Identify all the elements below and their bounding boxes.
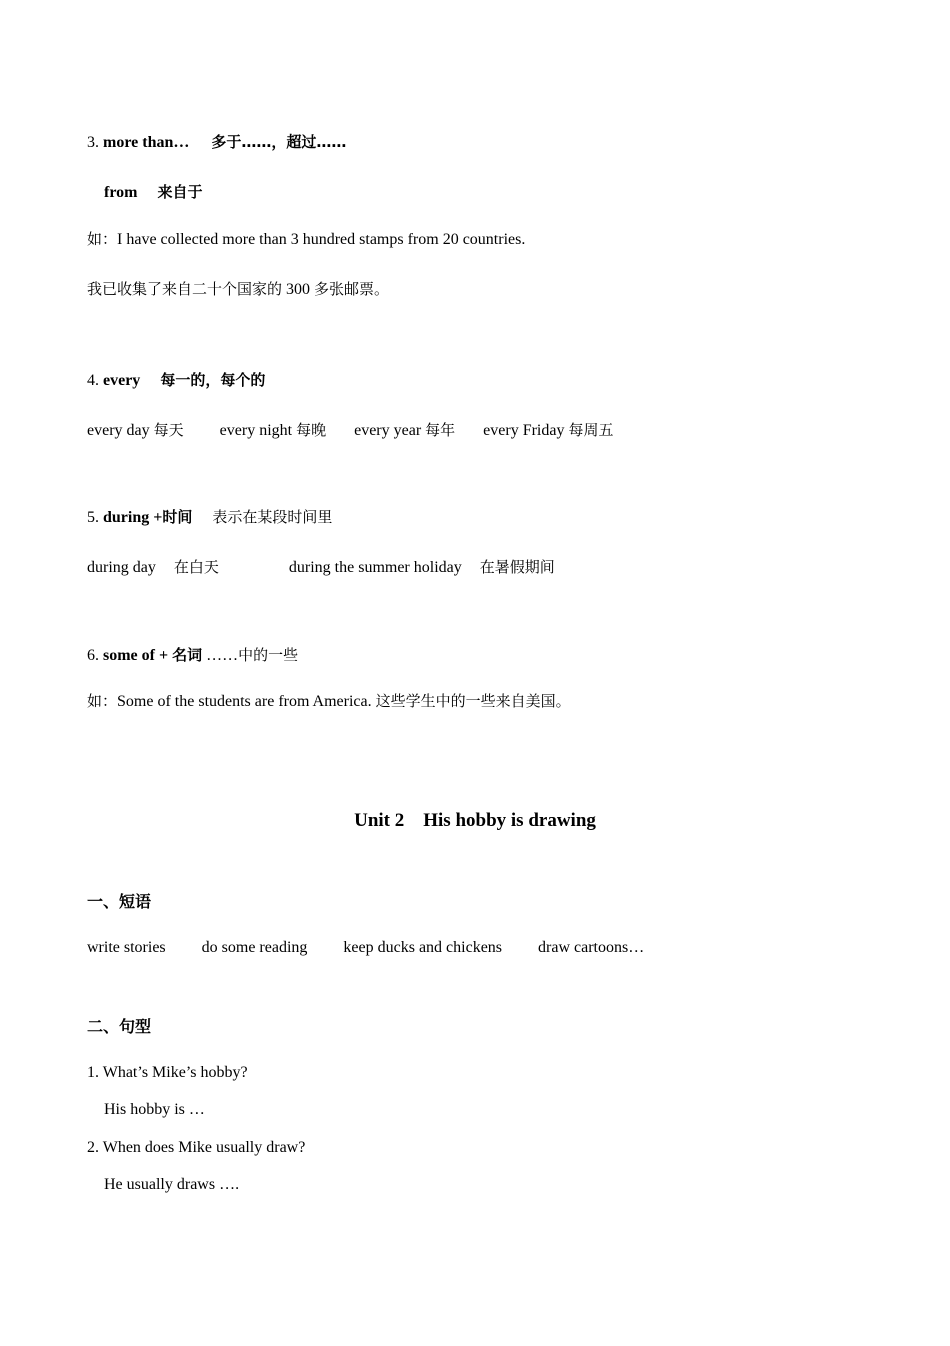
item-5-line	[87, 507, 332, 528]
item-4-number: 4.	[87, 372, 99, 389]
phrase-en: every year	[354, 422, 422, 439]
phrase-en: every Friday	[483, 422, 565, 439]
item-6-meaning: 中的一些	[238, 646, 299, 664]
item-3-sub-term: from	[104, 184, 138, 201]
item-3-term: more than…	[103, 134, 190, 151]
item-3-example	[87, 229, 525, 250]
item-5-phrases	[87, 557, 555, 578]
item-4-term: every	[103, 372, 141, 389]
item-3-number: 3.	[87, 134, 99, 151]
phrase-cn: 每晚	[296, 421, 327, 439]
sentence-answer: He usually draws ….	[104, 1176, 240, 1193]
item-4-phrases	[87, 420, 614, 441]
item-3-sub-line	[104, 182, 202, 203]
item-3-sub-meaning: 来自于	[157, 183, 203, 201]
example-prefix: 如：	[87, 230, 118, 248]
item-3-example-en: I have collected more than 3 hundred stamps from 20 countries.	[117, 231, 526, 248]
sentence-question	[87, 1063, 248, 1083]
sentence-answer: His hobby is …	[104, 1101, 205, 1118]
item-4-meaning: 每一的，每个的	[160, 371, 266, 389]
item-6-term-cn: 名词	[172, 646, 203, 664]
phrase-en: during the summer holiday	[288, 559, 462, 576]
item-6-example-cn: 这些学生中的一些来自美国。	[375, 692, 571, 710]
sentence-question	[87, 1138, 305, 1158]
sentence-number: 1.	[87, 1064, 99, 1081]
item-3-example-cn-a: 我已收集了来自二十个国家的	[87, 280, 283, 298]
item-5-term: during +	[103, 509, 163, 526]
phrase-cn: 每年	[425, 421, 456, 439]
section-sentences-heading: 二、句型	[87, 1017, 152, 1036]
item-6-term: some of +	[103, 647, 169, 664]
item-3-example-cn-b: 多张邮票。	[314, 280, 390, 298]
item-6-example-en: Some of the students are from America.	[117, 693, 372, 710]
phrase-cn: 在白天	[173, 558, 219, 576]
item-3-line	[87, 132, 346, 153]
item-5-term-cn: 时间	[162, 508, 193, 526]
phrase-cn: 每周五	[568, 421, 614, 439]
example-prefix: 如：	[87, 692, 118, 710]
phrase-cn: 在暑假期间	[479, 558, 555, 576]
section-phrases-heading: 一、短语	[87, 892, 152, 911]
item-3-meaning: 多于……，超过……	[211, 133, 347, 151]
unit-phrase: do some reading	[201, 939, 308, 956]
unit-phrase: write stories	[87, 939, 166, 956]
unit-phrases	[87, 938, 644, 958]
item-6-example	[87, 691, 571, 712]
sentence-question-text: When does Mike usually draw?	[102, 1139, 306, 1156]
item-3-example-translation	[87, 279, 389, 300]
sentence-question-text: What’s Mike’s hobby?	[102, 1064, 248, 1081]
item-5-number: 5.	[87, 509, 99, 526]
phrase-en: every day	[87, 422, 150, 439]
phrase-cn: 每天	[153, 421, 184, 439]
item-6-number: 6.	[87, 647, 99, 664]
item-3-example-cn-num: 300	[286, 281, 311, 298]
unit-phrase: keep ducks and chickens	[343, 939, 503, 956]
unit-phrase: draw cartoons…	[538, 939, 645, 956]
item-5-meaning: 表示在某段时间里	[212, 508, 333, 526]
unit-title: Unit 2 His hobby is drawing	[354, 810, 596, 831]
sentence-number: 2.	[87, 1139, 99, 1156]
item-4-line	[87, 370, 265, 391]
item-6-line	[87, 645, 298, 666]
phrase-en: every night	[219, 422, 293, 439]
item-6-meaning-dots: ……	[206, 647, 239, 664]
phrase-en: during day	[87, 559, 156, 576]
